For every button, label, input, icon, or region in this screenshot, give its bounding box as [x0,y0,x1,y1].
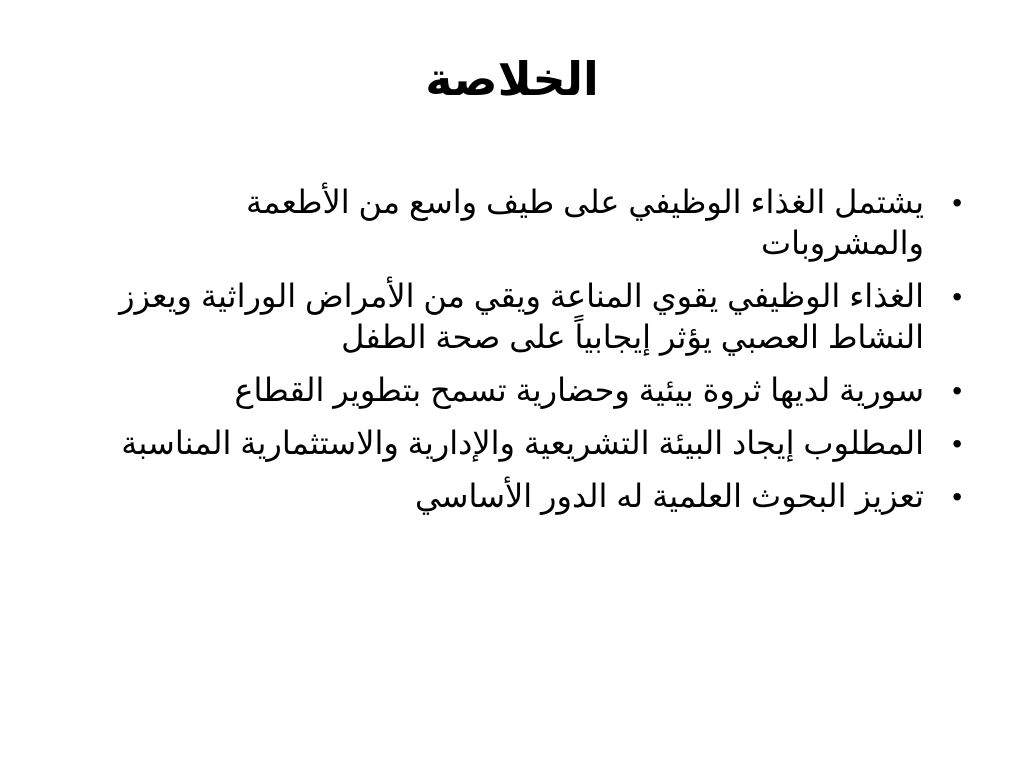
list-item [100,276,970,358]
bullet-icon: • [952,187,962,218]
bullet-icon: • [952,428,962,459]
list-item [100,182,970,264]
bullet-text: يشتمل الغذاء الوظيفي على طيف واسع من الأطعمة والمشروبات [245,184,924,261]
list-item [100,370,970,411]
bullet-list [100,182,970,529]
list-item [100,476,970,517]
list-item [100,423,970,464]
bullet-text: تعزيز البحوث العلمية له الدور الأساسي [414,478,924,514]
bullet-text: المطلوب إيجاد البيئة التشريعية والإدارية والاستثمارية المناسبة [121,425,924,461]
bullet-text: سورية لديها ثروة بيئية وحضارية تسمح بتطوير القطاع [234,372,924,408]
slide-title: الخلاصة [425,53,599,105]
bullet-icon: • [952,481,962,512]
bullet-text: الغذاء الوظيفي يقوي المناعة ويقي من الأمراض الوراثية ويعزز النشاط العصبي يؤثر إيجابياً على صحة الطفل [119,278,924,355]
bullet-icon: • [952,375,962,406]
bullet-icon: • [952,281,962,312]
